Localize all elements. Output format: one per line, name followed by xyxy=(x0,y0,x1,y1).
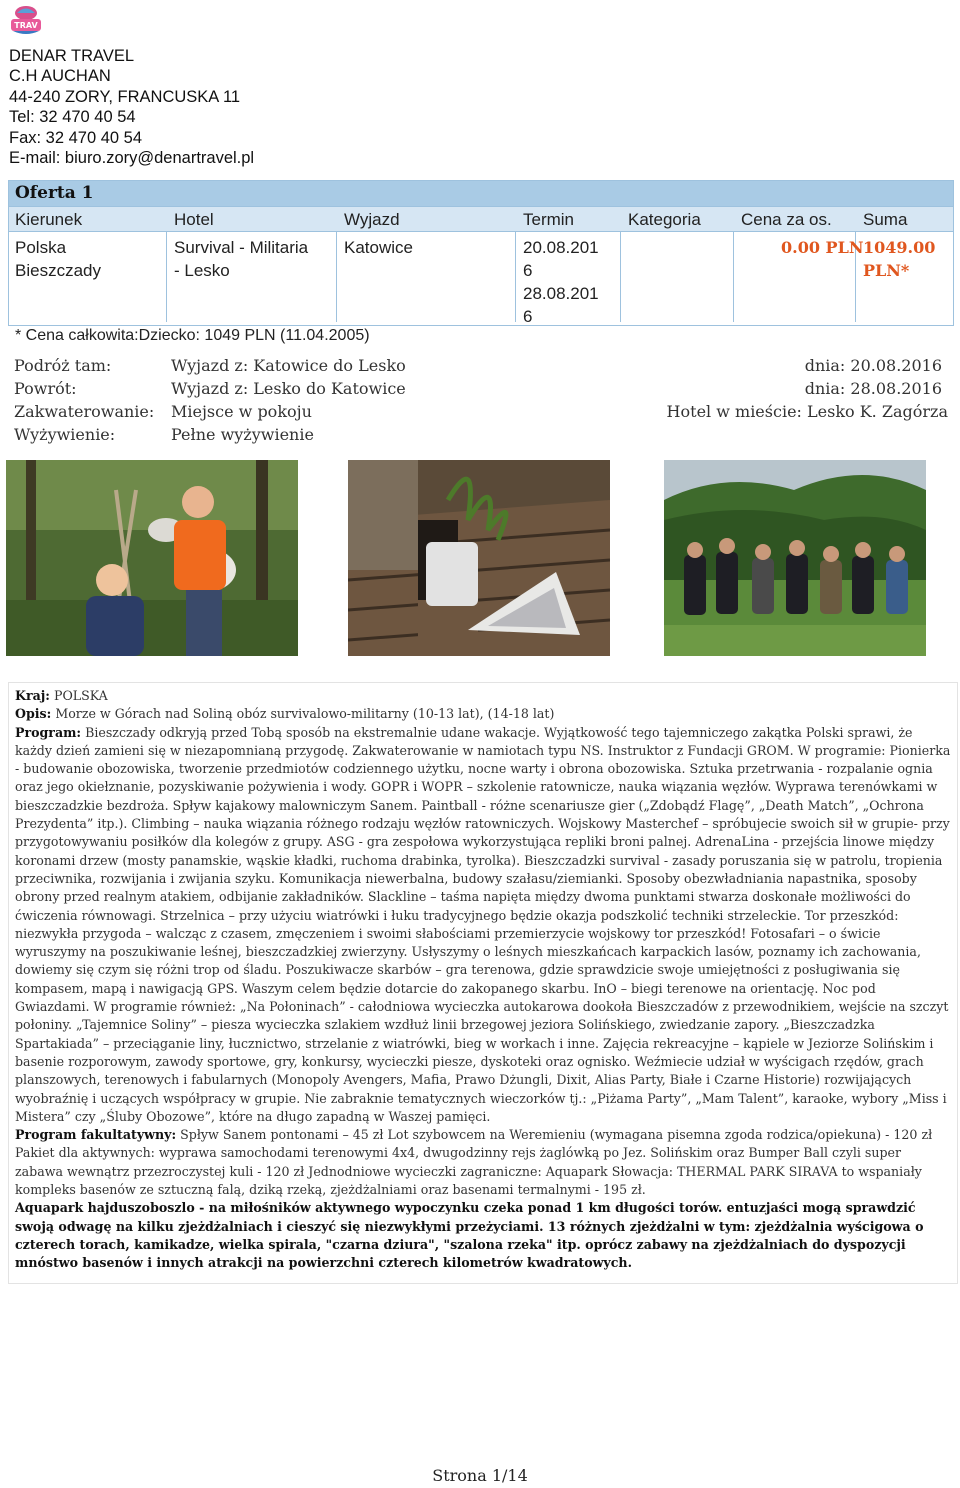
trip-row-accommodation: Zakwaterowanie: Miejsce w pokoju Hotel w mieście: Lesko K. Zagórza xyxy=(14,402,948,421)
price-note: * Cena całkowita:Dziecko: 1049 PLN (11.04.2005) xyxy=(15,327,370,344)
agency-phone: Tel: 32 470 40 54 xyxy=(9,108,136,127)
aquapark-paragraph: Aquapark hajduszoboszlo - na miłośników aktywnego wypoczynku czeka ponad 1 km długości torów. entuzjaści mogą sprawdzić swoją odwagę na kilku zjeżdżalniach i cieszyć się niezwykłymi przeżyciami. 13 różnych zjeżdżalni w tym: zjeżdżalnia wyścigowa o czterech torach, kamikadze, wielka spirala, "czarna dziura", "szalona rzeka" itp. oprócz zabawy na zjeżdżalniach do dyspozycji mnóstwo basenów i innych atrakcji na powierzchni czterech kilometrów kwadratowych. xyxy=(15,1200,924,1271)
program-paragraph: Program: Bieszczady odkryją przed Tobą sposób na ekstremalnie udane wakacje. Wyjątkowość tego tajemniczego zakątka Polski sprawi, że każdy dzień zamieni się w niezapomnianą przygodę. Zakwaterowanie w namiotach typu NS. Instruktor z Fundacji GROM. W programie: Pionierka - budowanie obozowiska, tworzenie przedmiotów codziennego użytku, nocne warty i obrona obozowiska. Sztuka przetrwania - rozpalanie ognia oraz jego okiełznanie, pozyskiwanie pożywienia i wody. GOPR i WOPR – szkolenie ratownicze, nauka wiązania węzłów. Wyprawa terenówkami w bieszczadzkie bezdroża. Spływ kajakowy malowniczym Sanem. Paintball - różne scenariusze gier („Zdobądź Flagę”, „Death Match”, „Ochrona Prezydenta” itp.). Climbing – nauka wiązania różnego rodzaju węzłów ratowniczych. Wojskowy Masterchef – spróbujecie swoich sił w grupie- przy przygotowywaniu posiłków dla kolegów z grupy. ASG - gra zespołowa wykorzystująca repliki broni palnej. AdrenaLina - przejścia linowe między koronami drzew (mosty panamskie, wąskie kładki, ruchoma drabinka, tyrolka). Bieszczadzki survival - zasady poruszania się w patrolu, tropienia przeciwnika, rozwijania i zwijania szyku. Komunikacja niewerbalna, budowy szałasu/ziemianki. Sposoby obezwładniania napastnika, sposoby obrony przed realnym atakiem, odbijanie zakładników. Slackline – taśma napięta między dwoma punktami stwarza doskonałe możliwości do ćwiczenia równowagi. Strzelnica – przy użyciu wiatrówki i łuku tradycyjnego będzie okazja podszkolić techniki strzeleckie. Tor przeszkód: niezwykła przygoda – walcząc z czasem, zmęczeniem i swoimi słabościami przemierzycie wojskowy tor przeszkód! Fotosafari – o świcie wyruszymy na poszukiwanie leśnej, bieszczadzkiej zwierzyny. Usłyszymy o leśnych mieszkańcach karpackich lasów, poznamy ich zachowania, dowiemy się czym się różni trop od śladu. Poszukiwacze skarbów – gra terenowa, gdzie sprawdzicie swoje umiejętności z posługiwania się kompasem, mapą i nawigacją GPS. Waszym celem będzie dotarcie do zakopanego skarbu. InO – biegi terenowe na orientację. Noc pod Gwiazdami. W programie również: „Na Połoninach” - całodniowa wycieczka autokarowa dookoła Bieszczadów z przewodnikiem, wejście na szczyt połoniny. „Tajemnice Soliny” – piesza wycieczka szlakiem wzdłuż linii brzegowej jeziora Solińskiego, zwiedzanie zapory. „Bieszczadzka Spartakiada” – przeciąganie liny, łucznictwo, strzelanie z wiatrówki, bieg w workach i inne. Zajęcia rekreacyjne – kąpiele w Jeziorze Solińskim i basenie rozporowym, zawody sportowe, gry, konkursy, wycieczki piesze, dyskoteki oraz ognisko. Weźmiecie udział w wyścigach rzędów, grach planszowych, terenowych i fabularnych (Monopoly Avengers, Mafia, Prawo Dżungli, Dixit, Alias Party, Białe i Czarne Historie) rozwijających wyobraźnię i uczących współpracy w grupie. Nie zabraknie tematycznych wieczorków tj.: „Piżama Party”, „Mam Talent”, karaoke, wybory „Miss i Mistera” czy „Śluby Obozowe”, które na długo zapadną w Waszej pamięci. xyxy=(15,724,951,1124)
header-hotel: Hotel xyxy=(174,210,214,229)
cell-hotel: Survival - Militaria - Lesko xyxy=(174,238,309,280)
agency-address xyxy=(9,46,254,168)
header-cena: Cena za os. xyxy=(741,210,832,229)
logo-icon xyxy=(8,4,44,36)
cell-cena: 0.00 PLN xyxy=(781,238,864,257)
photo-terrace-plant xyxy=(348,460,610,656)
fakultatywny-paragraph: Program fakultatywny: Spływ Sanem pontonami – 45 zł Lot szybowcem na Weremieniu (wymagana pisemna zgoda rodzica/opiekuna) - 120 zł Pakiet dla aktywnych: wyprawa samochodami terenowymi 4x4, dwugodzinny rejs żaglówką po Jez. Solińskim oraz Bumper Ball czyli super zabawa wewnątrz przezroczystej kuli - 120 zł Jednodniowe wycieczki zagraniczne: Aquapark Słowacja: THERMAL PARK SIRAVA to wspaniały kompleks basenów ze sztuczną falą, dziką rzeką, zjeżdżalniami oraz basenami termalnymi - 195 zł. xyxy=(15,1127,933,1198)
trip-row-return: Powrót: Wyjazd z: Lesko do Katowice dnia: 28.08.2016 xyxy=(14,379,942,398)
agency-location: C.H AUCHAN xyxy=(9,67,111,86)
photo-group-meadow xyxy=(664,460,926,656)
trip-row-meals: Wyżywienie: Pełne wyżywienie xyxy=(14,425,314,444)
cell-kierunek: Polska Bieszczady xyxy=(15,238,101,280)
trip-row-outbound: Podróż tam: Wyjazd z: Katowice do Lesko dnia: 20.08.2016 xyxy=(14,356,942,375)
header-suma: Suma xyxy=(863,210,908,229)
header-kategoria: Kategoria xyxy=(628,210,701,229)
agency-name: DENAR TRAVEL xyxy=(9,47,135,65)
kraj-line: Kraj: POLSKA xyxy=(15,688,108,703)
opis-line: Opis: Morze w Górach nad Soliną obóz survivalowo-militarny (10-13 lat), (14-18 lat) xyxy=(15,706,555,722)
offer-table xyxy=(8,180,954,344)
cell-suma: 1049.00 PLN* xyxy=(863,238,936,280)
header-termin: Termin xyxy=(523,210,575,229)
header-kierunek: Kierunek xyxy=(15,210,83,229)
offer-title: Oferta 1 xyxy=(9,181,953,206)
agency-email[interactable]: E-mail: biuro.zory@denartravel.pl xyxy=(9,149,255,168)
svg-text:TRAV: TRAV xyxy=(14,21,38,30)
offer-row xyxy=(9,232,953,326)
trip-details xyxy=(14,356,948,448)
agency-street: 44-240 ZORY, FRANCUSKA 11 xyxy=(9,87,241,106)
photo-kids-forest xyxy=(6,460,298,656)
offer-header-row xyxy=(9,206,953,232)
header-wyjazd: Wyjazd xyxy=(344,210,400,229)
cell-wyjazd: Katowice xyxy=(344,238,413,257)
offer-description xyxy=(8,682,958,1284)
cell-termin: 20.08.201 6 28.08.201 6 xyxy=(523,238,599,326)
page-number: Strona 1/14 xyxy=(432,1466,528,1485)
agency-fax: Fax: 32 470 40 54 xyxy=(9,128,143,147)
